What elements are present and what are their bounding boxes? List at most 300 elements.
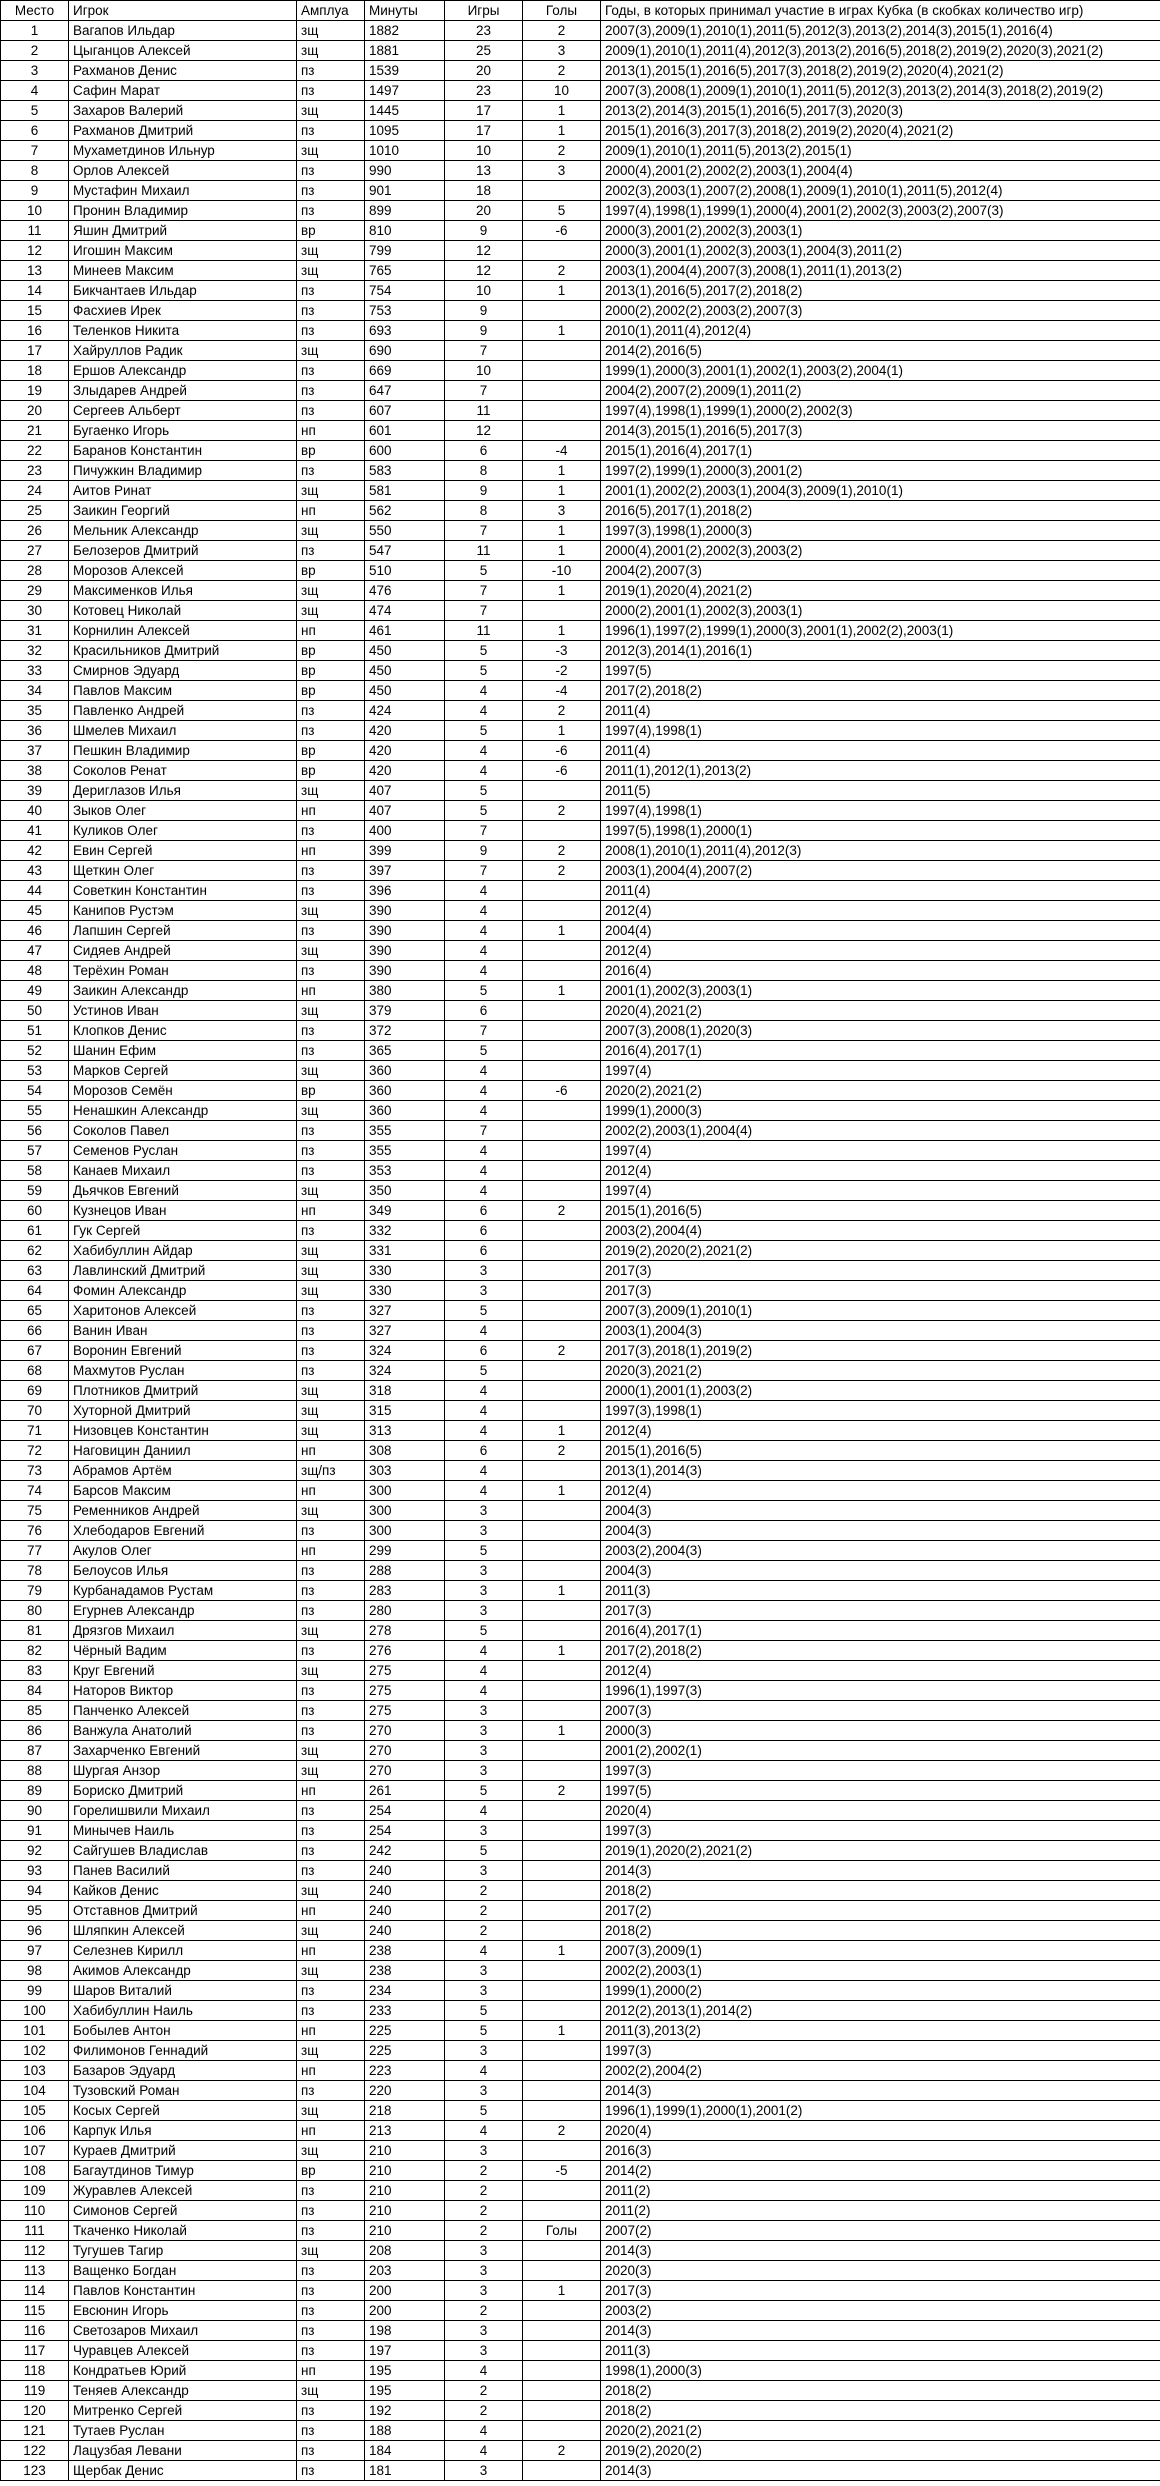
table-row (1, 221, 1160, 241)
cell-player: Бобылев Антон (69, 2021, 297, 2041)
cell-rank: 98 (1, 1961, 69, 1981)
cell-years: 2018(2) (601, 2401, 1160, 2421)
cell-games: 4 (445, 1641, 523, 1661)
cell-role: пз (297, 1161, 365, 1181)
cell-goals (523, 241, 601, 261)
cell-player: Низовцев Константин (69, 1421, 297, 1441)
cell-minutes: 424 (365, 701, 445, 721)
cell-role: пз (297, 541, 365, 561)
cell-role: зщ (297, 601, 365, 621)
cell-role: зщ (297, 1761, 365, 1781)
table-row (1, 681, 1160, 701)
cell-role: пз (297, 1581, 365, 1601)
cell-player: Минычев Наиль (69, 1821, 297, 1841)
cell-games: 3 (445, 2081, 523, 2101)
cell-role: пз (297, 361, 365, 381)
cell-years: 1998(1),2000(3) (601, 2361, 1160, 2381)
cell-player: Захаров Валерий (69, 101, 297, 121)
cell-rank: 48 (1, 961, 69, 981)
cell-goals: -6 (523, 761, 601, 781)
cell-games: 4 (445, 1141, 523, 1161)
cell-player: Кузнецов Иван (69, 1201, 297, 1221)
table-row (1, 2101, 1160, 2121)
cell-role: зщ (297, 1181, 365, 1201)
cell-player: Максименков Илья (69, 581, 297, 601)
cell-games: 6 (445, 1201, 523, 1221)
table-row (1, 261, 1160, 281)
cell-years: 2017(3) (601, 1601, 1160, 1621)
cell-role: нп (297, 621, 365, 641)
cell-years: 1997(4),1998(1) (601, 801, 1160, 821)
cell-years: 2016(4),2017(1) (601, 1041, 1160, 1061)
cell-role: пз (297, 1221, 365, 1241)
cell-rank: 115 (1, 2301, 69, 2321)
cell-rank: 92 (1, 1841, 69, 1861)
cell-role: нп (297, 1781, 365, 1801)
cell-minutes: 303 (365, 1461, 445, 1481)
cell-player: Панев Василий (69, 1861, 297, 1881)
cell-rank: 51 (1, 1021, 69, 1041)
cell-games: 12 (445, 421, 523, 441)
cell-games: 5 (445, 721, 523, 741)
cell-player: Евсюнин Игорь (69, 2301, 297, 2321)
cell-role: нп (297, 501, 365, 521)
cell-player: Морозов Семён (69, 1081, 297, 1101)
cell-goals: -4 (523, 441, 601, 461)
table-row (1, 1401, 1160, 1421)
table-row (1, 1961, 1160, 1981)
cell-goals: -4 (523, 681, 601, 701)
cell-minutes: 270 (365, 1721, 445, 1741)
cell-player: Симонов Сергей (69, 2201, 297, 2221)
cell-role: пз (297, 1521, 365, 1541)
cell-minutes: 254 (365, 1821, 445, 1841)
table-row (1, 2001, 1160, 2021)
cell-player: Филимонов Геннадий (69, 2041, 297, 2061)
cell-minutes: 353 (365, 1161, 445, 1181)
cell-rank: 35 (1, 701, 69, 721)
cell-minutes: 261 (365, 1781, 445, 1801)
cell-player: Лапшин Сергей (69, 921, 297, 941)
cell-goals: 1 (523, 541, 601, 561)
cell-goals: -6 (523, 221, 601, 241)
cell-goals (523, 2401, 601, 2421)
cell-goals (523, 1741, 601, 1761)
cell-role: нп (297, 981, 365, 1001)
cell-goals: 1 (523, 101, 601, 121)
cell-role: зщ (297, 2041, 365, 2061)
cell-games: 20 (445, 61, 523, 81)
cell-player: Светозаров Михаил (69, 2321, 297, 2341)
table-row (1, 2061, 1160, 2081)
cell-goals: 2 (523, 841, 601, 861)
cell-minutes: 753 (365, 301, 445, 321)
cell-years: 2012(4) (601, 901, 1160, 921)
cell-minutes: 218 (365, 2101, 445, 2121)
cell-games: 4 (445, 761, 523, 781)
cell-games: 7 (445, 521, 523, 541)
cell-goals: 1 (523, 1641, 601, 1661)
cell-minutes: 210 (365, 2141, 445, 2161)
cell-games: 6 (445, 1221, 523, 1241)
cell-player: Захарченко Евгений (69, 1741, 297, 1761)
cell-role: вр (297, 1081, 365, 1101)
cell-player: Курбанадамов Рустам (69, 1581, 297, 1601)
cell-games: 4 (445, 681, 523, 701)
cell-role: нп (297, 1901, 365, 1921)
cell-games: 4 (445, 921, 523, 941)
cell-games: 7 (445, 341, 523, 361)
cell-minutes: 299 (365, 1541, 445, 1561)
table-row (1, 861, 1160, 881)
cell-games: 8 (445, 501, 523, 521)
cell-player: Аитов Ринат (69, 481, 297, 501)
cell-goals (523, 1501, 601, 1521)
cell-years: 2004(2),2007(3) (601, 561, 1160, 581)
table-row (1, 1981, 1160, 2001)
cell-games: 7 (445, 1121, 523, 1141)
cell-games: 3 (445, 1581, 523, 1601)
table-row (1, 2361, 1160, 2381)
cell-role: зщ (297, 2381, 365, 2401)
cell-years: 1997(5),1998(1),2000(1) (601, 821, 1160, 841)
cell-role: зщ (297, 1281, 365, 1301)
cell-rank: 122 (1, 2441, 69, 2461)
cell-role: пз (297, 161, 365, 181)
cell-goals: 1 (523, 1581, 601, 1601)
cell-player: Павлов Константин (69, 2281, 297, 2301)
cell-years: 2020(4),2021(2) (601, 1001, 1160, 1021)
table-row (1, 2201, 1160, 2221)
cell-goals (523, 381, 601, 401)
cell-minutes: 407 (365, 781, 445, 801)
table-row (1, 481, 1160, 501)
table-row (1, 1201, 1160, 1221)
cell-games: 11 (445, 541, 523, 561)
table-row (1, 521, 1160, 541)
cell-minutes: 300 (365, 1521, 445, 1541)
cell-rank: 23 (1, 461, 69, 481)
cell-role: вр (297, 761, 365, 781)
cell-rank: 87 (1, 1741, 69, 1761)
cell-minutes: 372 (365, 1021, 445, 1041)
cell-games: 5 (445, 561, 523, 581)
cell-games: 4 (445, 1681, 523, 1701)
cell-role: пз (297, 1361, 365, 1381)
cell-goals (523, 2061, 601, 2081)
header-games: Игры (445, 1, 523, 21)
cell-player: Шанин Ефим (69, 1041, 297, 1061)
cell-rank: 120 (1, 2401, 69, 2421)
table-row (1, 461, 1160, 481)
cell-rank: 100 (1, 2001, 69, 2021)
cell-games: 3 (445, 1961, 523, 1981)
cell-goals (523, 2041, 601, 2061)
cell-goals (523, 1241, 601, 1261)
cell-goals (523, 601, 601, 621)
table-row (1, 1501, 1160, 1521)
cell-goals (523, 181, 601, 201)
cell-rank: 17 (1, 341, 69, 361)
cell-games: 3 (445, 2041, 523, 2061)
cell-role: зщ (297, 1001, 365, 1021)
cell-goals (523, 1141, 601, 1161)
cell-minutes: 474 (365, 601, 445, 621)
cell-goals: 1 (523, 2021, 601, 2041)
cell-goals: 2 (523, 21, 601, 41)
cell-minutes: 450 (365, 641, 445, 661)
cell-player: Канипов Рустэм (69, 901, 297, 921)
cell-minutes: 647 (365, 381, 445, 401)
cell-minutes: 799 (365, 241, 445, 261)
cell-goals (523, 2381, 601, 2401)
table-row (1, 2081, 1160, 2101)
cell-minutes: 355 (365, 1121, 445, 1141)
cell-role: вр (297, 561, 365, 581)
cell-role: пз (297, 201, 365, 221)
table-row (1, 241, 1160, 261)
cell-goals (523, 941, 601, 961)
cell-player: Соколов Ренат (69, 761, 297, 781)
cell-games: 3 (445, 2261, 523, 2281)
cell-rank: 88 (1, 1761, 69, 1781)
cell-minutes: 192 (365, 2401, 445, 2421)
cell-games: 3 (445, 1521, 523, 1541)
cell-games: 3 (445, 1741, 523, 1761)
cell-role: нп (297, 2021, 365, 2041)
cell-years: 2011(2) (601, 2201, 1160, 2221)
cell-games: 10 (445, 361, 523, 381)
cell-years: 2007(3),2009(1) (601, 1941, 1160, 1961)
cell-player: Корнилин Алексей (69, 621, 297, 641)
cell-role: зщ (297, 2241, 365, 2261)
cell-goals (523, 361, 601, 381)
cell-games: 11 (445, 401, 523, 421)
table-row (1, 1161, 1160, 1181)
cell-rank: 113 (1, 2261, 69, 2281)
cell-goals (523, 1121, 601, 1141)
cell-rank: 91 (1, 1821, 69, 1841)
cell-goals (523, 1461, 601, 1481)
table-row (1, 361, 1160, 381)
cell-minutes: 690 (365, 341, 445, 361)
table-row (1, 1021, 1160, 1041)
cell-minutes: 1445 (365, 101, 445, 121)
cell-rank: 54 (1, 1081, 69, 1101)
cell-player: Пешкин Владимир (69, 741, 297, 761)
table-row (1, 2161, 1160, 2181)
cell-years: 2007(3),2008(1),2009(1),2010(1),2011(5),2012(3),2013(2),2014(3),2018(2),2019(2) (601, 81, 1160, 101)
cell-player: Советкин Константин (69, 881, 297, 901)
cell-games: 12 (445, 241, 523, 261)
cell-years: 2000(3) (601, 1721, 1160, 1741)
cell-years: 2000(1),2001(1),2003(2) (601, 1381, 1160, 1401)
cell-player: Морозов Алексей (69, 561, 297, 581)
cell-years: 2016(5),2017(1),2018(2) (601, 501, 1160, 521)
cell-minutes: 240 (365, 1861, 445, 1881)
table-row (1, 541, 1160, 561)
cell-player: Сайгушев Владислав (69, 1841, 297, 1861)
cell-rank: 49 (1, 981, 69, 1001)
cell-player: Бикчантаев Ильдар (69, 281, 297, 301)
cell-player: Журавлев Алексей (69, 2181, 297, 2201)
header-rank: Место (1, 1, 69, 21)
cell-role: зщ (297, 1421, 365, 1441)
cell-minutes: 240 (365, 1921, 445, 1941)
cell-rank: 60 (1, 1201, 69, 1221)
cell-role: зщ (297, 2141, 365, 2161)
cell-minutes: 380 (365, 981, 445, 1001)
cell-goals (523, 1621, 601, 1641)
cell-role: зщ (297, 1101, 365, 1121)
cell-rank: 119 (1, 2381, 69, 2401)
cell-rank: 80 (1, 1601, 69, 1621)
cell-games: 2 (445, 2401, 523, 2421)
cell-years: 2011(3),2013(2) (601, 2021, 1160, 2041)
cell-rank: 86 (1, 1721, 69, 1741)
cell-rank: 97 (1, 1941, 69, 1961)
cell-player: Павленко Андрей (69, 701, 297, 721)
cell-rank: 5 (1, 101, 69, 121)
table-row (1, 1821, 1160, 1841)
cell-player: Куликов Олег (69, 821, 297, 841)
table-row (1, 2301, 1160, 2321)
table-row (1, 1621, 1160, 1641)
table-row (1, 1721, 1160, 1741)
cell-years: 2014(3) (601, 1861, 1160, 1881)
cell-games: 9 (445, 221, 523, 241)
cell-role: зщ (297, 1961, 365, 1981)
cell-rank: 89 (1, 1781, 69, 1801)
cell-goals (523, 1681, 601, 1701)
cell-games: 20 (445, 201, 523, 221)
cell-role: пз (297, 401, 365, 421)
cell-games: 13 (445, 161, 523, 181)
table-row (1, 1461, 1160, 1481)
cell-role: зщ (297, 781, 365, 801)
cell-player: Селезнев Кирилл (69, 1941, 297, 1961)
cell-player: Устинов Иван (69, 1001, 297, 1021)
table-row (1, 741, 1160, 761)
cell-goals (523, 1561, 601, 1581)
cell-goals (523, 1021, 601, 1041)
cell-minutes: 360 (365, 1081, 445, 1101)
cell-role: зщ (297, 1921, 365, 1941)
cell-minutes: 360 (365, 1061, 445, 1081)
cell-goals (523, 1101, 601, 1121)
table-row (1, 1921, 1160, 1941)
cell-games: 4 (445, 1661, 523, 1681)
cell-games: 4 (445, 1801, 523, 1821)
table-row (1, 941, 1160, 961)
table-row (1, 1181, 1160, 1201)
cell-role: зщ (297, 1261, 365, 1281)
cell-rank: 73 (1, 1461, 69, 1481)
table-row (1, 2401, 1160, 2421)
cell-role: пз (297, 281, 365, 301)
cell-years: 2010(1),2011(4),2012(4) (601, 321, 1160, 341)
cell-goals (523, 961, 601, 981)
cell-games: 2 (445, 1921, 523, 1941)
cell-player: Сергеев Альберт (69, 401, 297, 421)
table-row (1, 1241, 1160, 1261)
cell-years: 2012(3),2014(1),2016(1) (601, 641, 1160, 661)
cell-player: Вагапов Ильдар (69, 21, 297, 41)
table-row (1, 701, 1160, 721)
cell-minutes: 330 (365, 1261, 445, 1281)
cell-games: 7 (445, 821, 523, 841)
cell-minutes: 901 (365, 181, 445, 201)
cell-minutes: 197 (365, 2341, 445, 2361)
cell-minutes: 276 (365, 1641, 445, 1661)
cell-role: пз (297, 1821, 365, 1841)
cell-games: 4 (445, 1321, 523, 1341)
cell-role: зщ (297, 521, 365, 541)
cell-minutes: 399 (365, 841, 445, 861)
cell-goals (523, 1921, 601, 1941)
cell-games: 11 (445, 621, 523, 641)
table-row (1, 2381, 1160, 2401)
cell-role: нп (297, 2061, 365, 2081)
cell-games: 7 (445, 1021, 523, 1041)
cell-player: Тутаев Руслан (69, 2421, 297, 2441)
cell-goals (523, 2301, 601, 2321)
cell-player: Канаев Михаил (69, 1161, 297, 1181)
cell-role: пз (297, 2181, 365, 2201)
cell-years: 2000(4),2001(2),2002(3),2003(2) (601, 541, 1160, 561)
cell-games: 3 (445, 1701, 523, 1721)
cell-years: 2002(2),2004(2) (601, 2061, 1160, 2081)
table-row (1, 1941, 1160, 1961)
cell-rank: 109 (1, 2181, 69, 2201)
cell-player: Отставнов Дмитрий (69, 1901, 297, 1921)
cell-player: Горелишвили Михаил (69, 1801, 297, 1821)
cell-minutes: 327 (365, 1301, 445, 1321)
cell-goals (523, 1981, 601, 2001)
cell-role: нп (297, 1481, 365, 1501)
cell-minutes: 420 (365, 721, 445, 741)
cell-goals: 2 (523, 141, 601, 161)
cell-minutes: 324 (365, 1361, 445, 1381)
cell-minutes: 270 (365, 1761, 445, 1781)
cell-minutes: 210 (365, 2201, 445, 2221)
cell-minutes: 308 (365, 1441, 445, 1461)
cell-rank: 103 (1, 2061, 69, 2081)
table-row (1, 2461, 1160, 2481)
cell-rank: 83 (1, 1661, 69, 1681)
cell-player: Махмутов Руслан (69, 1361, 297, 1381)
cell-games: 2 (445, 2201, 523, 2221)
cell-rank: 47 (1, 941, 69, 961)
table-row (1, 1321, 1160, 1341)
cell-role: пз (297, 861, 365, 881)
cell-years: 2002(3),2003(1),2007(2),2008(1),2009(1),2010(1),2011(5),2012(4) (601, 181, 1160, 201)
cell-goals: 3 (523, 41, 601, 61)
table-row (1, 381, 1160, 401)
cell-player: Хабибуллин Наиль (69, 2001, 297, 2021)
cell-goals: 2 (523, 261, 601, 281)
cell-years: 2011(4) (601, 701, 1160, 721)
cell-goals (523, 1661, 601, 1681)
cell-years: 2014(2),2016(5) (601, 341, 1160, 361)
cell-rank: 13 (1, 261, 69, 281)
cell-games: 4 (445, 901, 523, 921)
cell-player: Мухаметдинов Ильнур (69, 141, 297, 161)
cell-goals: 2 (523, 861, 601, 881)
cell-games: 17 (445, 101, 523, 121)
cell-rank: 29 (1, 581, 69, 601)
cell-goals: -6 (523, 741, 601, 761)
